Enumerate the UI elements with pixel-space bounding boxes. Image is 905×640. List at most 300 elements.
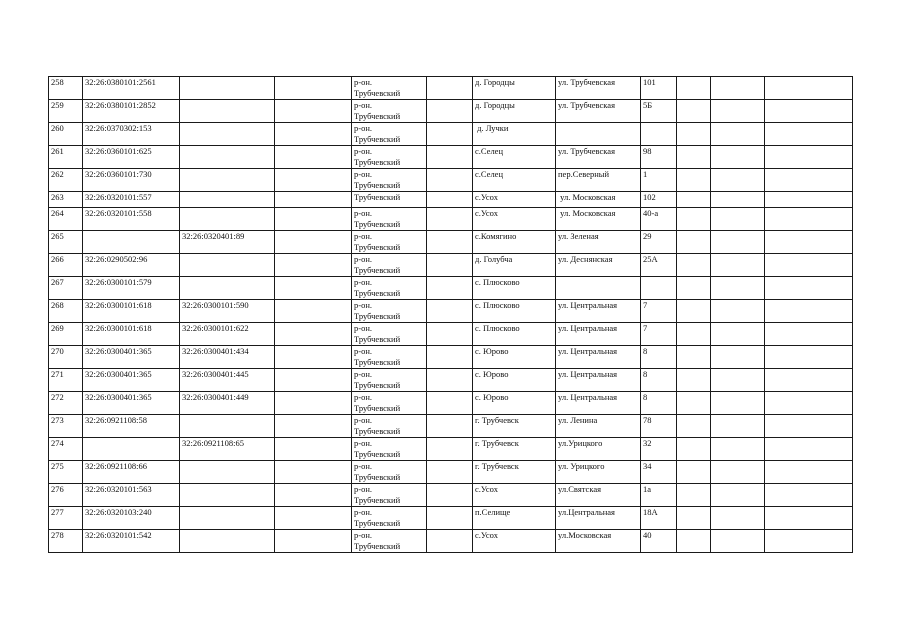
cadastral-number-secondary: 32:26:0921108:65 [180, 438, 275, 461]
street: ул.Московская [556, 530, 641, 553]
empty-cell [275, 231, 352, 254]
empty-cell [765, 346, 853, 369]
cadastral-number: 32:26:0320101:563 [83, 484, 180, 507]
empty-cell [765, 323, 853, 346]
table-row [49, 461, 853, 484]
empty-cell [275, 100, 352, 123]
region-label: р-он. [354, 369, 373, 379]
region-cell [352, 530, 427, 553]
cadastral-number-secondary [180, 169, 275, 192]
region-name: Трубчевский [354, 179, 401, 190]
table-row [49, 192, 853, 208]
region-label: р-он. [354, 169, 373, 179]
settlement: с. Юрово [473, 369, 556, 392]
empty-cell [677, 323, 711, 346]
street: ул.Центральная [556, 507, 641, 530]
empty-cell [275, 277, 352, 300]
empty-cell [677, 415, 711, 438]
region-name: Трубчевский [354, 540, 401, 551]
street: ул. Зеленая [556, 231, 641, 254]
empty-cell [427, 392, 473, 415]
empty-cell [711, 346, 765, 369]
table-row [49, 208, 853, 231]
region-label: р-он. [354, 100, 373, 110]
empty-cell [427, 507, 473, 530]
row-number: 277 [49, 507, 83, 530]
street: ул. Центральная [556, 369, 641, 392]
region-name: Трубчевский [354, 287, 401, 298]
empty-cell [275, 438, 352, 461]
house-number: 18А [641, 507, 677, 530]
empty-cell [711, 254, 765, 277]
empty-cell [427, 346, 473, 369]
house-number: 102 [641, 192, 677, 208]
row-number: 261 [49, 146, 83, 169]
row-number: 259 [49, 100, 83, 123]
row-number: 275 [49, 461, 83, 484]
region-cell [352, 146, 427, 169]
empty-cell [677, 530, 711, 553]
empty-cell [677, 146, 711, 169]
street: ул.Урицкого [556, 438, 641, 461]
region-label: р-он. [354, 254, 373, 264]
region-cell [352, 392, 427, 415]
table-row [49, 146, 853, 169]
empty-cell [677, 484, 711, 507]
empty-cell [711, 438, 765, 461]
empty-cell [427, 369, 473, 392]
empty-cell [677, 438, 711, 461]
settlement: д. Городцы [473, 77, 556, 100]
cadastral-number: 32:26:0290502:96 [83, 254, 180, 277]
cadastral-number: 32:26:0380101:2852 [83, 100, 180, 123]
cadastral-number: 32:26:0320101:558 [83, 208, 180, 231]
empty-cell [677, 123, 711, 146]
empty-cell [427, 169, 473, 192]
table-row [49, 123, 853, 146]
settlement: с. Плюсково [473, 277, 556, 300]
region-cell [352, 192, 427, 208]
region-label: р-он. [354, 346, 373, 356]
empty-cell [765, 77, 853, 100]
table-row [49, 254, 853, 277]
cadastral-number-secondary: 32:26:0300101:590 [180, 300, 275, 323]
street: ул. Ленина [556, 415, 641, 438]
house-number: 101 [641, 77, 677, 100]
cadastral-number-secondary: 32:26:0300401:449 [180, 392, 275, 415]
row-number: 274 [49, 438, 83, 461]
empty-cell [711, 231, 765, 254]
table-row [49, 484, 853, 507]
empty-cell [765, 507, 853, 530]
empty-cell [711, 192, 765, 208]
region-name: Трубчевский [354, 471, 401, 482]
empty-cell [765, 415, 853, 438]
empty-cell [677, 461, 711, 484]
house-number: 7 [641, 300, 677, 323]
empty-cell [765, 369, 853, 392]
empty-cell [711, 507, 765, 530]
empty-cell [765, 300, 853, 323]
empty-cell [427, 484, 473, 507]
empty-cell [765, 254, 853, 277]
empty-cell [711, 277, 765, 300]
table-row [49, 346, 853, 369]
region-label: р-он. [354, 231, 373, 241]
cadastral-number-secondary [180, 254, 275, 277]
settlement: д. Голубча [473, 254, 556, 277]
region-cell [352, 461, 427, 484]
empty-cell [677, 346, 711, 369]
region-name: Трубчевский [354, 87, 401, 98]
region-label: р-он. [354, 484, 373, 494]
cadastral-number-secondary [180, 277, 275, 300]
table-row [49, 415, 853, 438]
empty-cell [765, 146, 853, 169]
settlement: с.Усох [473, 530, 556, 553]
empty-cell [711, 392, 765, 415]
region-cell [352, 77, 427, 100]
empty-cell [711, 369, 765, 392]
empty-cell [711, 169, 765, 192]
region-cell [352, 369, 427, 392]
cadastral-number: 32:26:0320103:240 [83, 507, 180, 530]
region-name: Трубчевский [354, 333, 401, 344]
empty-cell [275, 461, 352, 484]
cadastral-number: 32:26:0300101:618 [83, 300, 180, 323]
empty-cell [427, 208, 473, 231]
row-number: 265 [49, 231, 83, 254]
region-cell [352, 231, 427, 254]
empty-cell [765, 392, 853, 415]
table-row [49, 77, 853, 100]
empty-cell [677, 300, 711, 323]
empty-cell [275, 369, 352, 392]
street: ул. Центральная [556, 323, 641, 346]
settlement: г. Трубчевск [473, 438, 556, 461]
empty-cell [765, 484, 853, 507]
cadastral-number-secondary [180, 507, 275, 530]
empty-cell [765, 100, 853, 123]
settlement: с. Плюсково [473, 300, 556, 323]
empty-cell [275, 300, 352, 323]
region-cell [352, 323, 427, 346]
empty-cell [711, 208, 765, 231]
street: ул. Трубчевская [556, 100, 641, 123]
empty-cell [275, 530, 352, 553]
street: ул. Московская [556, 192, 641, 208]
street: ул. Московская [556, 208, 641, 231]
empty-cell [427, 123, 473, 146]
empty-cell [765, 461, 853, 484]
cadastral-number [83, 231, 180, 254]
cadastral-number: 32:26:0360101:625 [83, 146, 180, 169]
region-label: р-он. [354, 277, 373, 287]
empty-cell [275, 415, 352, 438]
empty-cell [711, 461, 765, 484]
house-number: 25А [641, 254, 677, 277]
table-row [49, 277, 853, 300]
empty-cell [275, 323, 352, 346]
region-cell [352, 300, 427, 323]
cadastral-number-secondary: 32:26:0300401:445 [180, 369, 275, 392]
table-row [49, 392, 853, 415]
table-row [49, 169, 853, 192]
empty-cell [677, 100, 711, 123]
row-number: 266 [49, 254, 83, 277]
region-name: Трубчевский [354, 192, 401, 202]
empty-cell [765, 231, 853, 254]
empty-cell [677, 277, 711, 300]
region-cell [352, 415, 427, 438]
empty-cell [427, 231, 473, 254]
house-number: 78 [641, 415, 677, 438]
region-name: Трубчевский [354, 425, 401, 436]
settlement: г. Трубчевск [473, 461, 556, 484]
street: пер.Северный [556, 169, 641, 192]
street: ул.Святская [556, 484, 641, 507]
house-number: 29 [641, 231, 677, 254]
cadastral-number: 32:26:0300401:365 [83, 392, 180, 415]
table-row [49, 438, 853, 461]
empty-cell [275, 77, 352, 100]
row-number: 270 [49, 346, 83, 369]
empty-cell [275, 192, 352, 208]
cadastral-number-secondary [180, 530, 275, 553]
row-number: 276 [49, 484, 83, 507]
cadastral-number: 32:26:0360101:730 [83, 169, 180, 192]
empty-cell [711, 484, 765, 507]
cadastral-number-secondary [180, 146, 275, 169]
cadastral-number: 32:26:0300101:579 [83, 277, 180, 300]
empty-cell [427, 300, 473, 323]
house-number: 8 [641, 346, 677, 369]
empty-cell [711, 77, 765, 100]
empty-cell [677, 77, 711, 100]
cadastral-number-secondary [180, 77, 275, 100]
settlement: с.Комягино [473, 231, 556, 254]
empty-cell [427, 254, 473, 277]
settlement: с. Юрово [473, 392, 556, 415]
empty-cell [275, 208, 352, 231]
cadastral-number-secondary [180, 415, 275, 438]
empty-cell [427, 438, 473, 461]
table-body [49, 77, 853, 553]
house-number: 32 [641, 438, 677, 461]
region-name: Трубчевский [354, 218, 401, 229]
cadastral-number: 32:26:0320101:542 [83, 530, 180, 553]
empty-cell [711, 530, 765, 553]
settlement: с.Селец [473, 146, 556, 169]
empty-cell [711, 123, 765, 146]
settlement: с.Усох [473, 484, 556, 507]
empty-cell [765, 438, 853, 461]
settlement: д. Лучки [473, 123, 556, 146]
row-number: 272 [49, 392, 83, 415]
table-row [49, 300, 853, 323]
empty-cell [765, 192, 853, 208]
empty-cell [677, 208, 711, 231]
empty-cell [677, 392, 711, 415]
cadastral-number-secondary [180, 192, 275, 208]
house-number: 8 [641, 392, 677, 415]
empty-cell [427, 415, 473, 438]
row-number: 263 [49, 192, 83, 208]
empty-cell [765, 123, 853, 146]
settlement: с. Плюсково [473, 323, 556, 346]
region-label: р-он. [354, 438, 373, 448]
empty-cell [677, 231, 711, 254]
empty-cell [275, 507, 352, 530]
region-cell [352, 123, 427, 146]
table-row [49, 369, 853, 392]
house-number: 1 [641, 169, 677, 192]
region-label: р-он. [354, 415, 373, 425]
region-name: Трубчевский [354, 448, 401, 459]
house-number [641, 123, 677, 146]
row-number: 264 [49, 208, 83, 231]
cadastral-number: 32:26:0921108:58 [83, 415, 180, 438]
region-label: р-он. [354, 461, 373, 471]
cadastral-number-secondary: 32:26:0320401:89 [180, 231, 275, 254]
row-number: 268 [49, 300, 83, 323]
data-table [48, 76, 853, 553]
region-name: Трубчевский [354, 379, 401, 390]
region-name: Трубчевский [354, 264, 401, 275]
empty-cell [427, 146, 473, 169]
cadastral-number: 32:26:0380101:2561 [83, 77, 180, 100]
cadastral-number-secondary [180, 123, 275, 146]
region-cell [352, 169, 427, 192]
region-name: Трубчевский [354, 310, 401, 321]
empty-cell [677, 192, 711, 208]
settlement: д. Городцы [473, 100, 556, 123]
empty-cell [427, 277, 473, 300]
house-number: 5Б [641, 100, 677, 123]
street: ул. Урицкого [556, 461, 641, 484]
cadastral-number-secondary [180, 100, 275, 123]
region-name: Трубчевский [354, 517, 401, 528]
house-number: 40 [641, 530, 677, 553]
empty-cell [275, 123, 352, 146]
house-number: 8 [641, 369, 677, 392]
empty-cell [427, 323, 473, 346]
row-number: 262 [49, 169, 83, 192]
cadastral-number: 32:26:0300101:618 [83, 323, 180, 346]
region-cell [352, 438, 427, 461]
cadastral-number: 32:26:0320101:557 [83, 192, 180, 208]
settlement: с.Усох [473, 208, 556, 231]
empty-cell [275, 146, 352, 169]
empty-cell [275, 484, 352, 507]
region-label: р-он. [354, 392, 373, 402]
empty-cell [677, 507, 711, 530]
row-number: 271 [49, 369, 83, 392]
house-number: 34 [641, 461, 677, 484]
street: ул. Центральная [556, 300, 641, 323]
empty-cell [427, 192, 473, 208]
street: ул. Трубчевская [556, 77, 641, 100]
street [556, 277, 641, 300]
row-number: 278 [49, 530, 83, 553]
cadastral-number [83, 438, 180, 461]
region-cell [352, 507, 427, 530]
empty-cell [427, 530, 473, 553]
table-row [49, 323, 853, 346]
empty-cell [427, 461, 473, 484]
cadastral-number-secondary: 32:26:0300401:434 [180, 346, 275, 369]
settlement: с. Юрово [473, 346, 556, 369]
row-number: 273 [49, 415, 83, 438]
region-label: р-он. [354, 300, 373, 310]
empty-cell [711, 146, 765, 169]
empty-cell [677, 254, 711, 277]
cadastral-number-secondary [180, 484, 275, 507]
cadastral-number-secondary [180, 208, 275, 231]
region-name: Трубчевский [354, 241, 401, 252]
region-name: Трубчевский [354, 110, 401, 121]
region-name: Трубчевский [354, 356, 401, 367]
region-label: р-он. [354, 77, 373, 87]
region-label: р-он. [354, 530, 373, 540]
settlement: п.Селище [473, 507, 556, 530]
region-name: Трубчевский [354, 402, 401, 413]
empty-cell [765, 277, 853, 300]
cadastral-number: 32:26:0300401:365 [83, 369, 180, 392]
region-label: р-он. [354, 208, 373, 218]
region-cell [352, 277, 427, 300]
empty-cell [677, 169, 711, 192]
cadastral-number-secondary [180, 461, 275, 484]
row-number: 267 [49, 277, 83, 300]
empty-cell [765, 169, 853, 192]
empty-cell [711, 300, 765, 323]
settlement: с.Усох [473, 192, 556, 208]
street: ул. Трубчевская [556, 146, 641, 169]
house-number: 40-а [641, 208, 677, 231]
table-row [49, 530, 853, 553]
region-label: р-он. [354, 146, 373, 156]
house-number [641, 277, 677, 300]
empty-cell [711, 323, 765, 346]
street [556, 123, 641, 146]
settlement: с.Селец [473, 169, 556, 192]
region-cell [352, 346, 427, 369]
region-cell [352, 208, 427, 231]
row-number: 260 [49, 123, 83, 146]
table-row [49, 507, 853, 530]
empty-cell [275, 392, 352, 415]
region-cell [352, 484, 427, 507]
region-name: Трубчевский [354, 156, 401, 167]
empty-cell [275, 346, 352, 369]
cadastral-number: 32:26:0921108:66 [83, 461, 180, 484]
empty-cell [711, 415, 765, 438]
empty-cell [765, 530, 853, 553]
street: ул. Центральная [556, 392, 641, 415]
region-cell [352, 254, 427, 277]
row-number: 269 [49, 323, 83, 346]
empty-cell [677, 369, 711, 392]
cadastral-number-secondary: 32:26:0300101:622 [180, 323, 275, 346]
house-number: 98 [641, 146, 677, 169]
empty-cell [427, 100, 473, 123]
row-number: 258 [49, 77, 83, 100]
empty-cell [765, 208, 853, 231]
region-label: р-он. [354, 323, 373, 333]
empty-cell [427, 77, 473, 100]
empty-cell [711, 100, 765, 123]
